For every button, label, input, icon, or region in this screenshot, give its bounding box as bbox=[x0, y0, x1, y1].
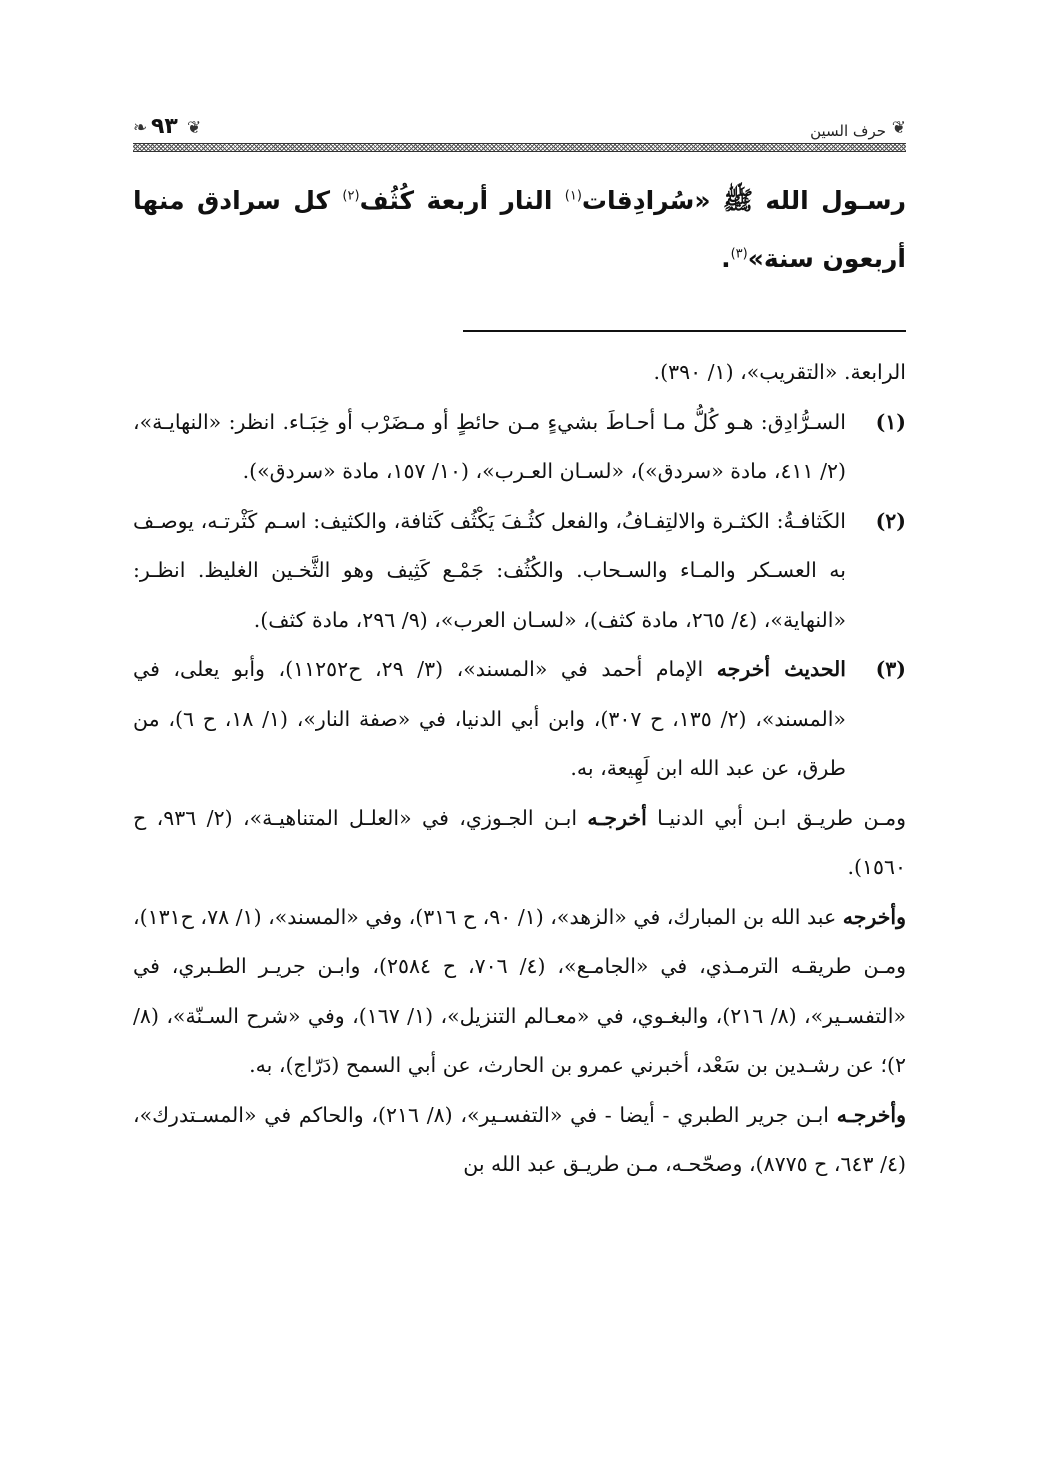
footnote-lead: وأخرجـه bbox=[836, 1102, 906, 1127]
footnote-ref: (١) bbox=[564, 188, 582, 204]
footnote-lead: وأخرجه bbox=[842, 904, 906, 929]
book-page bbox=[133, 110, 906, 1190]
footnote-text: السـرُّادِق: هـو كُلُّ مـا أحـاطَ بشيءٍ مـن حائطٍ أو مـضَرْب أو خِبَـاء. انظر: «النهايـة»، (٢/ ٤١١، مادة «سردق»)، «لسـان العـرب»، (١٠/ ١٥٧، مادة «سردق»). bbox=[133, 409, 846, 483]
footnote-text-part: ابـن الجـوزي، في «العلـل المتناهيـة»، (٢/ ٩٣٦، ح ١٥٦٠). bbox=[133, 805, 906, 879]
footnote-number: (٢) bbox=[875, 508, 906, 533]
footnote-3 bbox=[133, 645, 906, 794]
section-title: حرف السين bbox=[810, 122, 886, 140]
footnote-lead: الحديث أخرجه bbox=[716, 657, 846, 681]
footnote-text-part: ابـن جرير الطبري - أيضا - في «التفسـير»، (٨/ ٢١٦)، والحاكم في «المسـتدرك»، (٤/ ٦٤٣، ح ٨٧٧٥)، وصحّحـه، مـن طريـق عبد الله بن bbox=[133, 1102, 906, 1176]
main-text-part: . bbox=[721, 244, 731, 273]
footnote-continuation bbox=[133, 893, 906, 1091]
page-number: ٩٣ bbox=[151, 114, 178, 139]
main-text bbox=[133, 172, 906, 288]
footnote-continuation bbox=[133, 794, 906, 893]
main-text-part: كل سرادق منها أربعون سنة» bbox=[133, 186, 906, 273]
footnote-number: (١) bbox=[875, 409, 906, 434]
footnote-continuation bbox=[133, 1091, 906, 1190]
footnote-carryover: الرابعة. «التقريب»، (١/ ٣٩٠). bbox=[653, 360, 906, 384]
footnote-text bbox=[133, 645, 846, 794]
footnote-text-part: عبد الله بن المبارك، في «الزهد»، (١/ ٩٠، ح ٣١٦)، وفي «المسند»، (١/ ٧٨، ح١٣١)، ومـن طريقـه الترمـذي، في «الجامـع»، (٤/ ٧٠٦، ح ٢٥٨٤)، وابـن جريـر الطـبري، في «التفسـير»، (٨/ ٢١٦)، والبغـوي، في «معـالم التنزيل»، (١/ ١٦٧)، وفي «شرح السـنّة»، (٨/ ٢)؛ عن رشـدين بن سَعْد، أخبرني عمرو بن الحارث، عن أبي السمح (دَرّاج)، به. bbox=[133, 904, 906, 1077]
footnote-1 bbox=[133, 398, 906, 497]
footnote-ref: (٣) bbox=[730, 246, 748, 262]
footnote-2 bbox=[133, 497, 906, 646]
main-text-part: النار أربعة bbox=[414, 186, 565, 215]
footnotes bbox=[133, 348, 906, 1190]
keyword: سُرادِقات bbox=[581, 186, 695, 215]
ornament-icon: ❦ bbox=[891, 118, 906, 138]
footnote-text-part: الإمام أحمد في «المسند»، (٣/ ٢٩، ح١١٢٥٢)، وأبو يعلى، في «المسند»، (٢/ ١٣٥، ح ٣٠٧)، وابن أبي الدنيا، في «صفة النار»، (١/ ١٨، ح ٦)، من طرق، عن عبد الله ابن لَهِيعة، به. bbox=[133, 657, 846, 780]
ornament-icon: ❧ bbox=[133, 118, 148, 138]
running-header bbox=[133, 110, 906, 152]
keyword: كُثُف bbox=[359, 186, 415, 215]
ornament-icon: ❦ bbox=[187, 118, 202, 138]
footnote-ref: (٢) bbox=[342, 188, 360, 204]
footnote-lead: أخرجـه bbox=[587, 805, 647, 830]
footnote-number: (٣) bbox=[875, 657, 906, 681]
header-decorative-band bbox=[133, 143, 906, 152]
main-text-part: رسـول الله ﷺ « bbox=[694, 186, 906, 215]
footnote-text-part: ومـن طريـق ابـن أبي الدنيـا bbox=[646, 805, 906, 830]
footnote-separator bbox=[463, 330, 906, 332]
footnote-text: الكَثافـةُ: الكثـرة والالتِفـافُ، والفعل كثُـفَ يَكْثُف كَثافة، والكثيف: اسـم كَثْرتـه، يوصـف به العسـكر والمـاء والسـحاب. والكُثُف: جَمْـع كَثِيف وهو الثَّخـين الغليظ. انظـر: «النهاية»، (٤/ ٢٦٥، مادة كثف)، «لسـان العرب»، (٩/ ٢٩٦، مادة كثف). bbox=[133, 508, 846, 632]
